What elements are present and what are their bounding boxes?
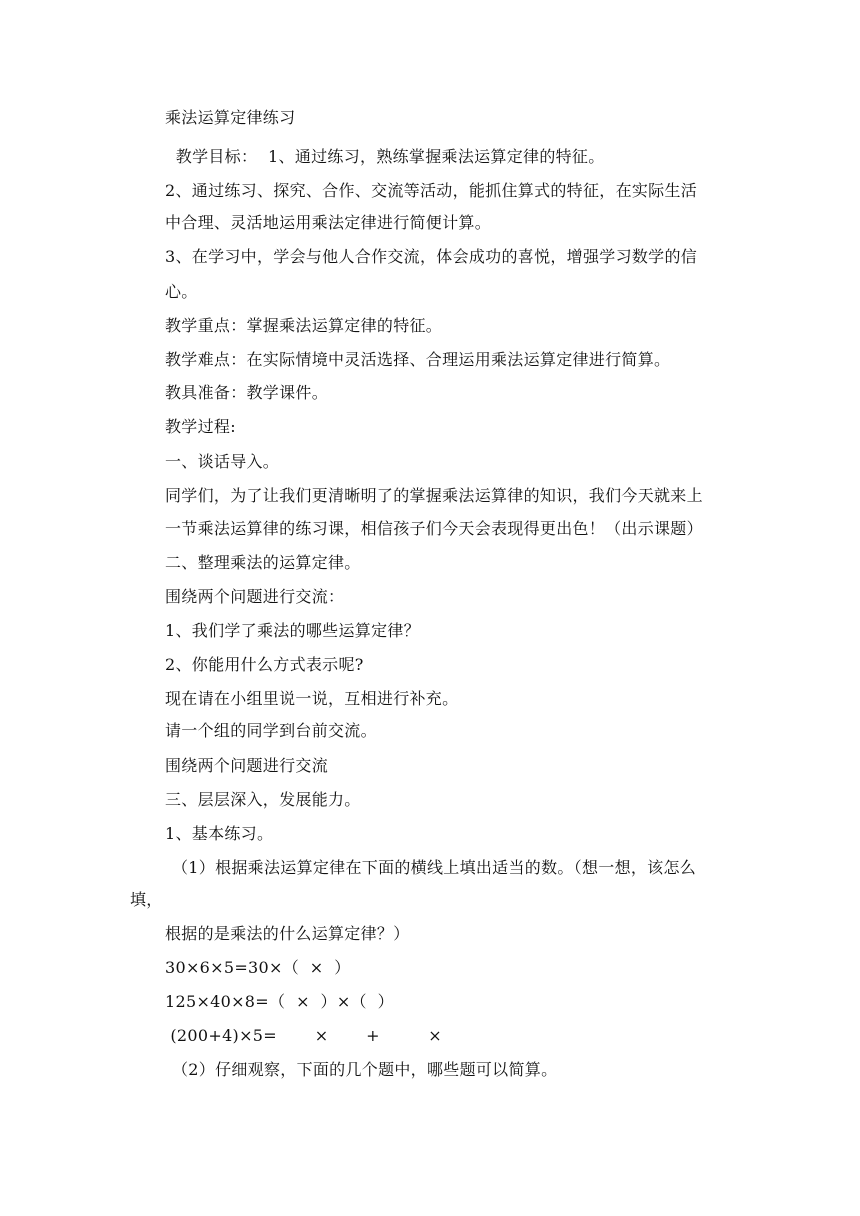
exercise-1-instruction: （1）根据乘法运算定律在下面的横线上填出适当的数。（想一想，该怎么 — [172, 858, 697, 877]
discussion-prompt: 围绕两个问题进行交流： — [165, 587, 345, 606]
teaching-difficulty: 教学难点：在实际情境中灵活选择、合理运用乘法运算定律进行简算。 — [165, 350, 671, 369]
exercise-1-instruction-cont: 根据的是乘法的什么运算定律？） — [165, 924, 410, 943]
exercise-equation-2: 125×40×8=（ × ）×（ ） — [165, 992, 394, 1011]
group-presentation: 请一个组的同学到台前交流。 — [165, 721, 377, 740]
question-1: 1、我们学了乘法的哪些运算定律？ — [165, 621, 420, 640]
group-instruction: 现在请在小组里说一说，互相进行补充。 — [165, 689, 459, 708]
section-3-heading: 三、层层深入，发展能力。 — [165, 790, 361, 809]
document-title: 乘法运算定律练习 — [165, 108, 296, 127]
intro-paragraph-line-2: 一节乘法运算律的练习课，相信孩子们今天会表现得更出色！（出示课题） — [165, 519, 703, 538]
discussion-repeat: 围绕两个问题进行交流 — [165, 756, 329, 775]
teaching-goal-2-cont: 中合理、灵活地运用乘法定律进行简便计算。 — [165, 213, 492, 232]
exercise-1-instruction-wrap: 填， — [130, 890, 163, 909]
basic-practice-heading: 1、基本练习。 — [165, 824, 274, 843]
question-2: 2、你能用什么方式表示呢? — [165, 655, 364, 674]
exercise-equation-3: (200+4)×5= × + × — [165, 1026, 442, 1045]
teaching-focus: 教学重点：掌握乘法运算定律的特征。 — [165, 316, 443, 335]
section-2-heading: 二、整理乘法的运算定律。 — [165, 553, 361, 572]
teaching-tools: 教具准备：教学课件。 — [165, 383, 329, 402]
teaching-process-heading: 教学过程: — [165, 417, 236, 436]
exercise-equation-1: 30×6×5=30×（ × ） — [165, 958, 351, 977]
teaching-goal-1: 教学目标： 1、通过练习，熟练掌握乘法运算定律的特征。 — [165, 147, 605, 166]
teaching-goal-3-cont: 心。 — [165, 282, 198, 301]
teaching-goal-3: 3、在学习中，学会与他人合作交流，体会成功的喜悦，增强学习数学的信 — [165, 247, 698, 266]
teaching-goal-2: 2、通过练习、探究、合作、交流等活动，能抓住算式的特征，在实际生活 — [165, 181, 698, 200]
intro-paragraph-line-1: 同学们，为了让我们更清晰明了的掌握乘法运算律的知识，我们今天就来上 — [165, 486, 703, 505]
exercise-2-instruction: （2）仔细观察，下面的几个题中，哪些题可以简算。 — [172, 1060, 558, 1079]
section-1-heading: 一、谈话导入。 — [165, 452, 280, 471]
